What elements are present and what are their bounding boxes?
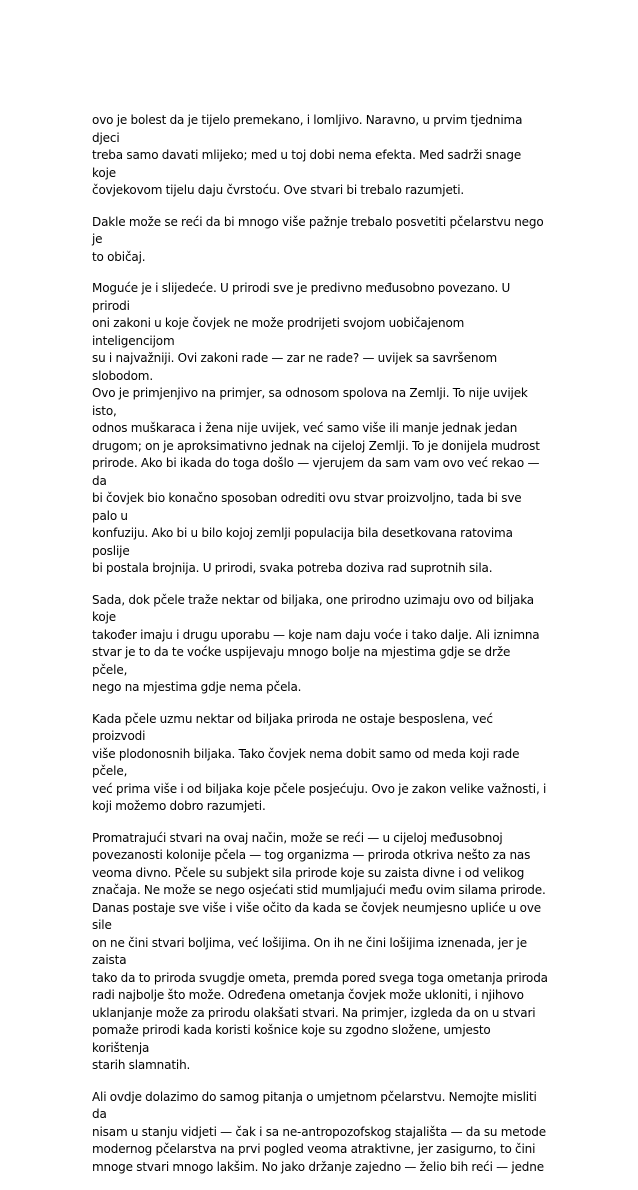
- paragraph-moguce: Moguće je i slijedeće. U prirodi sve je predivno međusobno povezano. U prirodi oni zakoni u koje čovjek ne može prodrijeti svojom uobičajenom inteligencijom su i najvažniji. Ovi zakoni rade — zar ne rade? — uvijek sa savršenom slobodom. Ovo je primjenjivo na primjer, sa odnosom spolova na Zemlji. To nije uvijek isto, odnos muškaraca i žena nije uvijek, već samo više ili manje jednak jedan drugom; on je aproksimativno jednak na cijeloj Zemlji. To je donijela mudrost prirode. Ako bi ikada do toga došlo — vjerujem da sam vam ovo već rekao — da bi čovjek bio konačno sposoban odrediti ovu stvar proizvoljno, tada bi sve palo u konfuziju. Ako bi u bilo kojoj zemlji populacija bila desetkovana ratovima poslije bi postala brojnija. U prirodi, svaka potreba doziva rad suprotnih sila.: [92, 281, 540, 575]
- paragraph-sada: Sada, dok pčele traže nektar od biljaka, one prirodno uzimaju ovo od biljaka koje također imaju i drugu uporabu — koje nam daju voće i tako dalje. Ali iznimna stvar je to da te voćke uspijevaju mnogo bolje na mjestima gdje se drže pčele, nego na mjestima gdje nema pčela.: [92, 592, 540, 694]
- paragraph-promatrajuci: Promatrajući stvari na ovaj način, može se reći — u cijeloj međusobnoj povezanosti kolonije pčela — tog organizma — priroda otkriva nešto za nas veoma divno. Pčele su subjekt sila prirode koje su zaista divne i od velikog značaja. Ne može se nego osjećati stid mumljajući među ovim silama prirode. Danas postaje sve više i više očito da kada se čovjek neumjesno upliće u ove sile on ne čini stvari boljima, već lošijima. On ih ne čini lošijima iznenada, jer je zaista tako da to priroda svugdje ometa, premda pored svega toga ometanja priroda radi najbolje što može. Određena ometanja čovjek može ukloniti, i njihovo uklanjanje može za prirodu olakšati stvari. Na primjer, izgleda da on u stvari pomaže prirodi kada koristi košnice koje su zgodno složene, umjesto korištenja starih slamnatih.: [92, 830, 548, 1072]
- document-page: [92, 112, 548, 1190]
- paragraph-ali-ovdje: Ali ovdje dolazimo do samog pitanja o umjetnom pčelarstvu. Nemojte misliti da nisam u stanju vidjeti — čak i sa ne-antropozofskog stajališta — da su metode modernog pčelarstva na prvi pogled veoma atraktivne, jer zasigurno, to čini mnoge stvari mnogo lakšim. No jako držanje zajedno — želio bih reći — jedne: [92, 1089, 546, 1174]
- paragraph-kada: Kada pčele uzmu nektar od biljaka priroda ne ostaje besposlena, već proizvodi više plodonosnih biljaka. Tako čovjek nema dobit samo od meda koji rade pčele, već prima više i od biljaka koje pčele posjećuju. Ovo je zakon velike važnosti, i koji možemo dobro razumjeti.: [92, 711, 547, 813]
- paragraph-bolest: ovo je bolest da je tijelo premekano, i lomljivo. Naravno, u prvim tjednima djeci treba samo davati mlijeko; med u toj dobi nema efekta. Med sadrži snage koje čovjekovom tijelu daju čvrstoću. Ove stvari bi trebalo razumjeti.: [92, 113, 523, 197]
- paragraph-dakle: Dakle može se reći da bi mnogo više pažnje trebalo posvetiti pčelarstvu nego je to običaj.: [92, 214, 544, 264]
